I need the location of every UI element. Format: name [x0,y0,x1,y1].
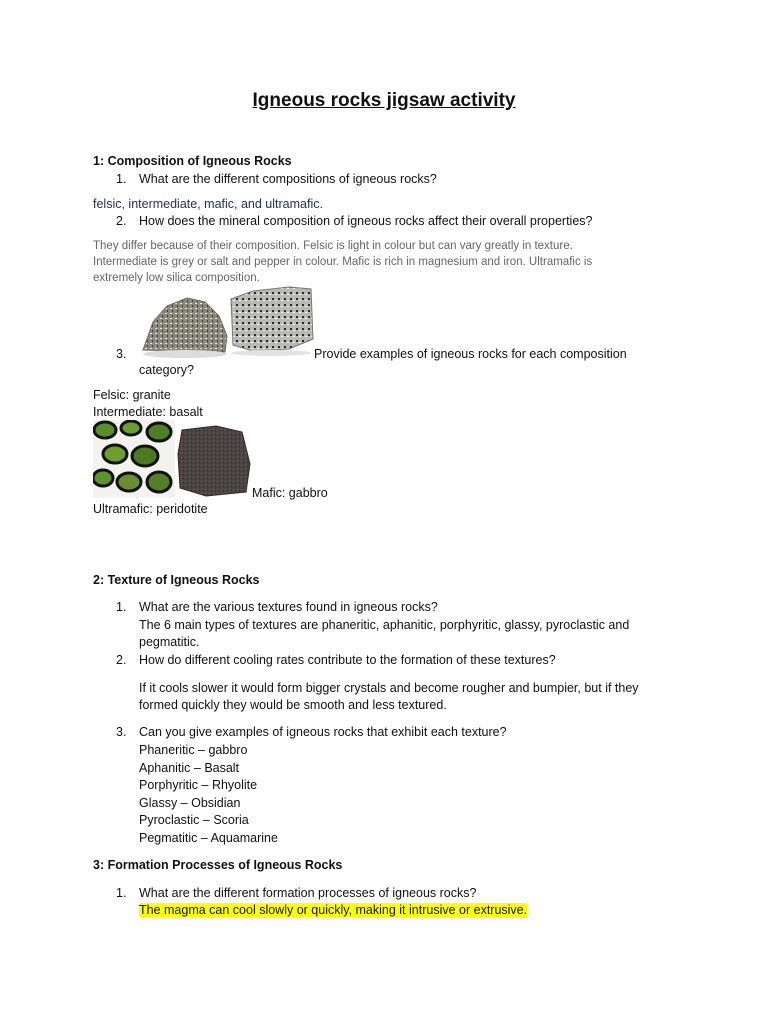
s1-a2-line: They differ because of their composition. Felsic is light in colour but can vary greatly in texture. [93,240,573,252]
s1-q3-text-cont: category? [139,363,194,377]
texture-example: Pyroclastic – Scoria [139,813,249,827]
gabbro-rock-image [176,424,251,497]
s3-a1-highlight: The magma can cool slowly or quickly, making it intrusive or extrusive. [139,903,528,917]
section-3-heading: 3: Formation Processes of Igneous Rocks [93,858,343,872]
s2-a1-line: pegmatitic. [139,635,200,649]
section-1-heading: 1: Composition of Igneous Rocks [93,154,292,168]
ultramafic-example: Ultramafic: peridotite [93,502,208,516]
intermediate-example: Intermediate: basalt [93,405,203,419]
mafic-pebbles-image [93,420,175,498]
texture-example: Porphyritic – Rhyolite [139,778,258,792]
s2-q3-text: Can you give examples of igneous rocks that exhibit each texture? [139,725,507,739]
texture-example: Glassy – Obsidian [139,796,241,810]
s2-a2-line: If it cools slower it would form bigger crystals and become rougher and bumpier, but if they [139,681,639,695]
intermediate-rock-image [229,285,314,357]
s2-a2-line: formed quickly they would be smooth and less textured. [139,698,447,712]
s3-q1-number: 1. [116,886,127,900]
s2-q1-number: 1. [116,600,127,614]
mafic-example: Mafic: gabbro [252,486,328,500]
s1-q1-text: What are the different compositions of igneous rocks? [139,172,437,186]
s2-q1-text: What are the various textures found in igneous rocks? [139,600,438,614]
s1-q3-number: 3. [116,347,127,361]
felsic-example: Felsic: granite [93,388,171,402]
texture-example: Pegmatitic – Aquamarine [139,831,278,845]
s2-a1-line: The 6 main types of textures are phaneritic, aphanitic, porphyritic, glassy, pyroclastic and [139,618,630,632]
s1-q3-text: Provide examples of igneous rocks for each composition [314,347,627,361]
s1-a2-line: extremely low silica composition. [93,272,260,284]
granite-rock-image [139,292,229,360]
s1-q1-number: 1. [116,172,127,186]
s3-q1-text: What are the different formation processes of igneous rocks? [139,886,477,900]
texture-example: Phaneritic – gabbro [139,743,248,757]
s3-a1-text [139,902,527,918]
page-title: Igneous rocks jigsaw activity [252,90,516,111]
section-2-heading: 2: Texture of Igneous Rocks [93,573,260,587]
s2-q3-number: 3. [116,725,127,739]
s2-q2-text: How do different cooling rates contribute to the formation of these textures? [139,653,556,667]
texture-example: Aphanitic – Basalt [139,761,240,775]
s1-a2-line: Intermediate is grey or salt and pepper in colour. Mafic is rich in magnesium and iron. Ultramafic is [93,256,593,268]
s1-q2-number: 2. [116,214,127,228]
s1-q2-text: How does the mineral composition of igneous rocks affect their overall properties? [139,214,593,228]
s2-q2-number: 2. [116,653,127,667]
s1-a1-text: felsic, intermediate, mafic, and ultramafic. [93,197,323,211]
